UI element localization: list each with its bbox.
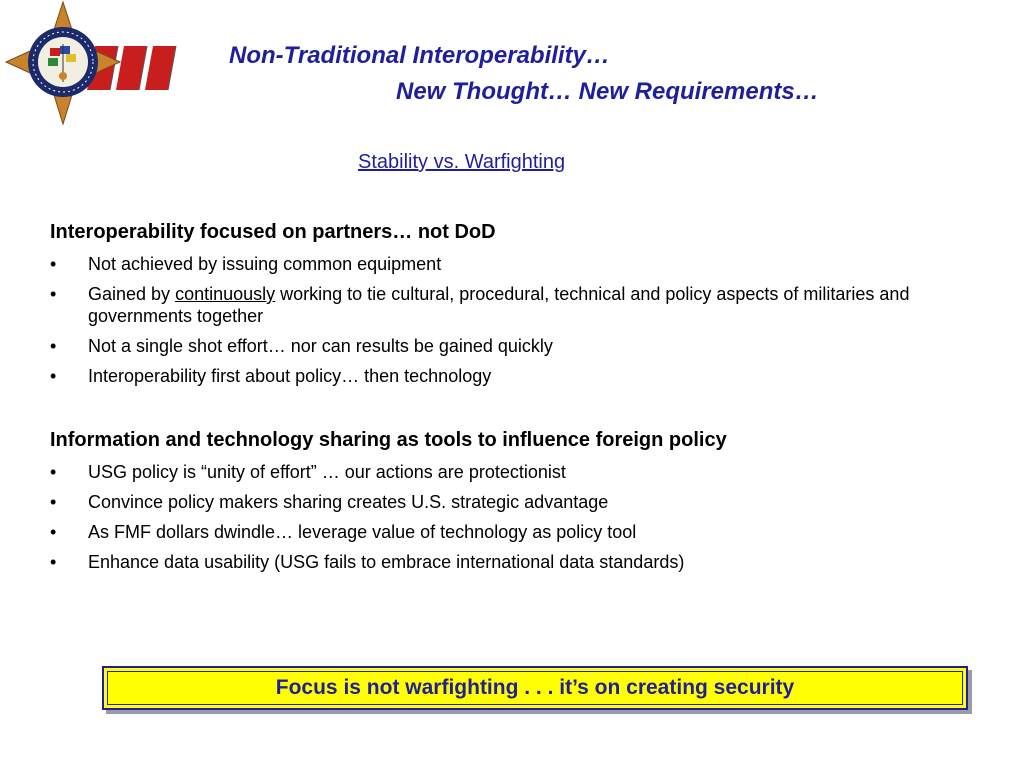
list-item — [50, 461, 1000, 483]
bullet-text-underlined: continuously — [175, 284, 276, 304]
list-item — [50, 491, 1000, 513]
list-item — [50, 283, 1000, 327]
section-heading-partners: Interoperability focused on partners… not DoD — [50, 221, 496, 243]
list-item — [50, 253, 1000, 275]
callout-text: Focus is not warfighting . . . it’s on creating security — [275, 676, 795, 699]
bullet-glyph: • — [50, 254, 57, 274]
bullet-text: Enhance data usability (USG fails to embrace international data standards) — [88, 552, 685, 572]
section-heading-info-sharing: Information and technology sharing as tools to influence foreign policy — [50, 429, 727, 451]
bullet-text: Convince policy makers sharing creates U.S. strategic advantage — [88, 492, 609, 512]
bullet-glyph: • — [50, 522, 57, 542]
bullet-text: Interoperability first about policy… then technology — [88, 366, 492, 386]
headquarters-seal-icon — [0, 0, 190, 130]
headquarters-seal-logo — [0, 0, 190, 130]
bullet-glyph: • — [50, 366, 57, 386]
callout-box — [102, 666, 968, 710]
list-item — [50, 521, 1000, 543]
bullet-text: As FMF dollars dwindle… leverage value of technology as policy tool — [88, 522, 637, 542]
list-item — [50, 551, 1000, 573]
list-item — [50, 365, 1000, 387]
slide-subtitle: Stability vs. Warfighting — [358, 151, 566, 173]
list-item — [50, 335, 1000, 357]
bullet-list-partners — [50, 253, 1000, 395]
slide-title-line2: New Thought… New Requirements… — [396, 78, 819, 105]
bullet-glyph: • — [50, 336, 57, 356]
bullet-text: Not achieved by issuing common equipment — [88, 254, 442, 274]
bullet-glyph: • — [50, 462, 57, 482]
bullet-glyph: • — [50, 492, 57, 512]
bullet-text: Not a single shot effort… nor can results be gained quickly — [88, 336, 553, 356]
bullet-glyph: • — [50, 552, 57, 572]
bullet-text: USG policy is “unity of effort” … our actions are protectionist — [88, 462, 566, 482]
slide-title-line1: Non-Traditional Interoperability… — [229, 42, 610, 69]
bullet-text-pre: Gained by — [88, 284, 176, 304]
bullet-text-post: working to tie cultural, procedural, technical and policy aspects of militaries and governments together — [88, 284, 910, 326]
bullet-list-info-sharing — [50, 461, 1000, 581]
bullet-glyph: • — [50, 284, 57, 304]
